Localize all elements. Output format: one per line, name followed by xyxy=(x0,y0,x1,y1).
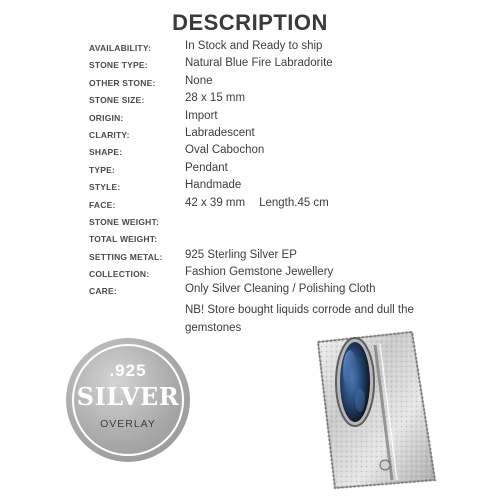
spec-label: COLLECTION: xyxy=(89,269,150,280)
spec-label: STYLE: xyxy=(89,182,121,193)
spec-value: Import xyxy=(185,109,218,122)
spec-value: Oval Cabochon xyxy=(185,144,265,157)
spec-label: TOTAL WEIGHT: xyxy=(89,234,158,245)
spec-row-stone-weight xyxy=(89,214,489,231)
spec-row-type xyxy=(89,162,489,179)
spec-label: CARE: xyxy=(89,286,117,297)
spec-label: SETTING METAL: xyxy=(89,251,163,262)
spec-row-origin xyxy=(89,110,489,127)
spec-value-length: Length.45 cm xyxy=(259,196,329,209)
spec-label: AVAILABILITY: xyxy=(89,43,152,53)
spec-label: FACE: xyxy=(89,199,116,210)
spec-label: STONE SIZE: xyxy=(89,95,145,106)
spec-value: Fashion Gemstone Jewellery xyxy=(185,266,334,279)
pendant-bead xyxy=(380,460,390,470)
spec-value: Natural Blue Fire Labradorite xyxy=(185,57,333,70)
badge-finish: OVERLAY xyxy=(100,418,156,430)
spec-row-clarity xyxy=(89,127,489,144)
spec-value: In Stock and Ready to ship xyxy=(185,40,323,52)
spec-label: CLARITY: xyxy=(89,129,130,140)
spec-row-total-weight xyxy=(89,231,489,248)
product-image xyxy=(300,330,450,490)
spec-value: Pendant xyxy=(185,161,228,174)
silver-overlay-badge xyxy=(66,338,190,462)
spec-label: ORIGIN: xyxy=(89,112,124,123)
spec-row-shape xyxy=(89,144,489,161)
spec-label: TYPE: xyxy=(89,164,116,175)
spec-value: Handmade xyxy=(185,179,242,192)
badge-metal: SILVER xyxy=(76,382,180,411)
spec-row-care xyxy=(89,283,489,300)
spec-row-face xyxy=(89,197,489,214)
spec-label: SHAPE: xyxy=(89,147,123,158)
spec-value: 42 x 39 mm xyxy=(185,196,246,209)
spec-label: STONE WEIGHT: xyxy=(89,216,159,227)
page-title: DESCRIPTION xyxy=(172,10,328,35)
spec-row-setting-metal xyxy=(89,249,489,266)
spec-row-collection xyxy=(89,266,489,283)
spec-value: Labradescent xyxy=(185,126,255,139)
spec-row-stone-size xyxy=(89,92,489,109)
spec-value: Only Silver Cleaning / Polishing Cloth xyxy=(185,283,376,296)
care-note: NB! Store bought liquids corrode and dull the gemstones xyxy=(185,304,414,334)
badge-purity: .925 xyxy=(109,361,147,380)
spec-label: OTHER STONE: xyxy=(89,77,156,88)
spec-value-group xyxy=(185,197,329,209)
spec-row-other-stone xyxy=(89,75,489,92)
spec-row-stone-type xyxy=(89,57,489,74)
spec-value: 925 Sterling Silver EP xyxy=(185,248,297,261)
spec-row-style xyxy=(89,179,489,196)
spec-table xyxy=(89,40,489,301)
spec-value: None xyxy=(185,74,213,87)
spec-value: 28 x 15 mm xyxy=(185,92,246,105)
spec-label: STONE TYPE: xyxy=(89,60,148,71)
spec-row-availability xyxy=(89,40,489,57)
